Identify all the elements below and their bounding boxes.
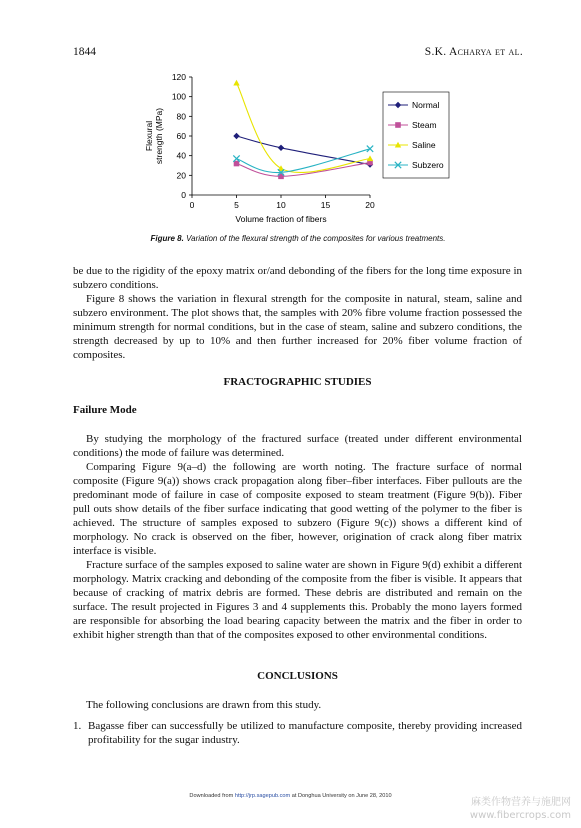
running-header-authors: S.K. Acharya et al. (424, 46, 523, 58)
figure-label: Figure 8. (150, 234, 184, 243)
legend-marker-steam (395, 122, 401, 128)
y-axis-label-line-1: Flexural (144, 120, 154, 152)
watermark-line-2: www.fibercrops.com (469, 810, 571, 821)
watermark (470, 796, 571, 822)
legend-label-subzero: Subzero (412, 160, 444, 170)
footer-link[interactable]: http://jrp.sagepub.com (234, 793, 291, 799)
y-tick-label: 40 (176, 150, 186, 161)
legend-label-saline: Saline (412, 140, 436, 150)
x-tick-label: 10 (276, 200, 286, 210)
conclusion-list-item-1 (73, 719, 522, 747)
footer-suffix: at Donghua University on June 28, 2010 (291, 793, 392, 799)
x-axis-label: Volume fraction of fibers (235, 214, 327, 224)
list-item-text: Bagasse fiber can successfully be utilized to manufacture composite, thereby providing increased profitability for the sugar industry. (88, 720, 522, 746)
x-tick-label: 0 (189, 200, 195, 210)
flexural-strength-chart (140, 70, 460, 230)
data-point-saline (367, 155, 373, 161)
legend-label-normal: Normal (412, 100, 440, 110)
y-tick-label: 120 (171, 72, 186, 82)
y-tick-label: 20 (176, 170, 186, 181)
data-point-subzero (367, 146, 373, 152)
y-tick-label: 100 (171, 91, 186, 102)
series-line-normal (237, 136, 371, 165)
paragraph-4: Comparing Figure 9(a–d) the following are worth noting. The fracture surface of normal composite (Figure 9(a)) shows crack propagation along fiber–fiber interfaces. Fiber pullouts are the predominant mode of failure in case of composite exposed to steam treatment (Figure 9(b)). Fiber pull outs show details of the fiber surface indicating that good wetting of the polymer to the fiber is achieved. The structure of samples exposed to subzero (Figure 9(c)) shows a different kind of morphology. No crack is observed on the fiber, however, origination of crack along fiber matrix interface is visible. (73, 461, 522, 557)
paragraph-3: By studying the morphology of the fractured surface (treated under different environmental conditions) the mode of failure was determined. (73, 433, 522, 459)
y-tick-label: 80 (176, 111, 186, 122)
list-number: 1. (73, 720, 82, 732)
legend-label-steam: Steam (412, 120, 437, 130)
page-number: 1844 (73, 46, 96, 58)
y-tick-label: 60 (176, 131, 186, 141)
paragraph-2: Figure 8 shows the variation in flexural strength for the composite in natural, steam, saline and subzero environment. The plot shows that, the samples with 20% fibre volume fraction possessed the minimum strength for normal conditions, but in the case of steam, saline and subzero conditions, the strength decreased by up to 10% and then further increased for 20% fiber volume fraction of composites. (73, 293, 522, 361)
x-tick-label: 15 (320, 200, 331, 210)
data-point-saline (233, 80, 239, 86)
section-heading-conclusions: CONCLUSIONS (257, 670, 338, 682)
subsection-heading-failure-mode: Failure Mode (73, 404, 137, 416)
y-tick-label: 0 (181, 190, 186, 200)
x-tick-label: 20 (365, 200, 375, 210)
figure-caption-text: Variation of the flexural strength of the composites for various treatments. (186, 234, 446, 243)
series-line-steam (237, 163, 371, 177)
data-point-normal (278, 145, 284, 151)
paragraph-5: Fracture surface of the samples exposed to saline water are shown in Figure 9(d) exhibit a different morphology. Matrix cracking and debonding of the composite from the fiber is visible. It appears that because of cracking of matrix debris are formed. These debris are distributed and remain on the surface. The result projected in Figures 3 and 4 supplements this. Probably the mono layers formed are responsible for absorbing the load bearing capacity between the matrix and the fiber in order to exhibit higher strength than that of the composites exposed to other environmental conditions. (73, 559, 522, 641)
paragraph-6: The following conclusions are drawn from this study. (86, 699, 322, 711)
y-axis-label-line-2: strength (MPa) (154, 107, 164, 165)
figure-caption (73, 234, 523, 243)
x-tick-label: 5 (234, 200, 239, 210)
series-line-saline (237, 83, 371, 173)
footer-prefix: Downloaded from (189, 793, 234, 799)
section-heading-fractographic: FRACTOGRAPHIC STUDIES (223, 376, 372, 388)
watermark-line-1: 麻类作物营养与施肥网 (471, 797, 571, 808)
data-point-steam (234, 161, 240, 167)
data-point-normal (233, 133, 239, 139)
paragraph-1: be due to the rigidity of the epoxy matrix or/and debonding of the fibers for the long time exposure in subzero conditions. (73, 265, 522, 291)
